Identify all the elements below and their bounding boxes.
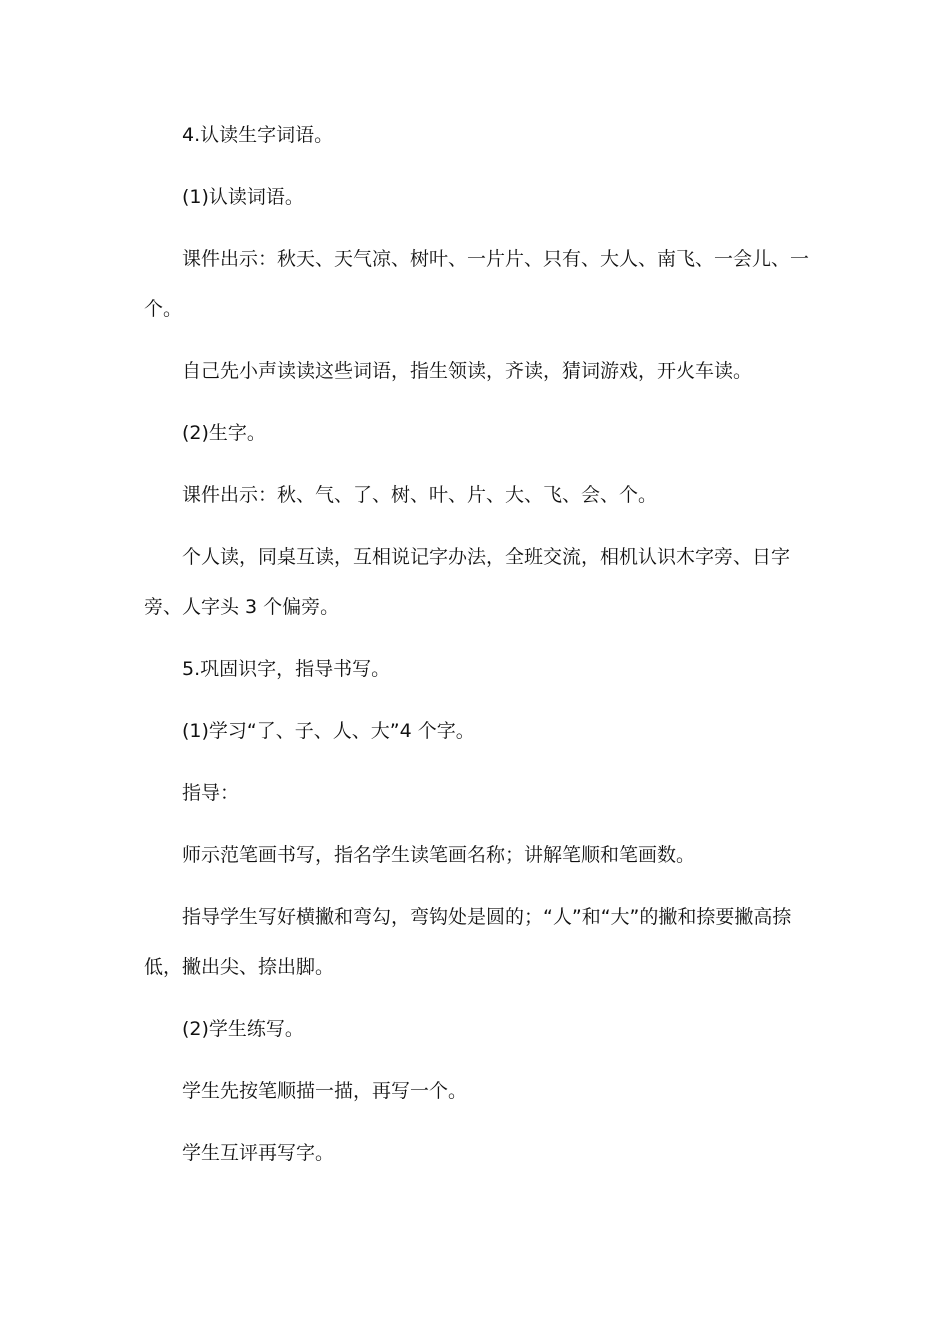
guidance-label: 指导： — [182, 782, 240, 804]
radicals-paragraph: 个人读，同桌互读，互相说记字办法，全班交流，相机认识木字旁、日字旁、人字头 3 个偏旁。 — [144, 546, 791, 618]
subheading-2-practice-writing: (2)学生练写。 — [182, 1018, 304, 1040]
subheading-2-new-characters: (2)生字。 — [182, 422, 266, 444]
heading-4-recognize-words: 4.认读生字词语。 — [182, 124, 334, 146]
courseware-words-paragraph: 课件出示：秋天、天气凉、树叶、一片片、只有、大人、南飞、一会儿、一个。 — [144, 248, 810, 320]
subheading-1-learn-four-characters: (1)学习“了、子、人、大”4 个字。 — [182, 720, 475, 742]
trace-and-write-paragraph: 学生先按笔顺描一描，再写一个。 — [182, 1080, 468, 1102]
courseware-characters-paragraph: 课件出示：秋、气、了、树、叶、片、大、飞、会、个。 — [182, 484, 658, 506]
reading-activities-paragraph: 自己先小声读读这些词语，指生领读，齐读，猜词游戏，开火车读。 — [182, 360, 753, 382]
stroke-guidance-paragraph: 指导学生写好横撇和弯勾，弯钩处是圆的；“人”和“大”的撇和捺要撇高捺低，撇出尖、捺出脚。 — [144, 906, 792, 978]
teacher-demo-paragraph: 师示范笔画书写，指名学生读笔画名称；讲解笔顺和笔画数。 — [182, 844, 696, 866]
heading-5-consolidate-writing: 5.巩固识字，指导书写。 — [182, 658, 391, 680]
peer-review-paragraph: 学生互评再写字。 — [182, 1142, 335, 1164]
subheading-1-read-words: (1)认读词语。 — [182, 186, 304, 208]
